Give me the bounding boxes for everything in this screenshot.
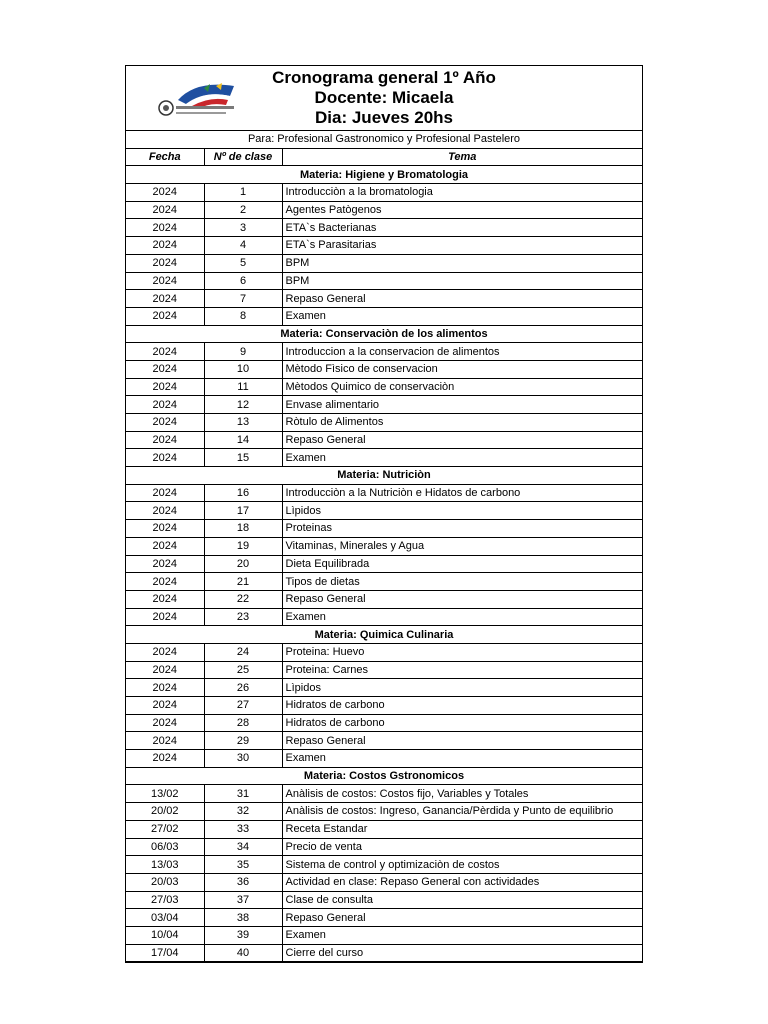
fecha-cell: 2024 [126, 714, 204, 732]
tema-cell: Lìpidos [282, 502, 642, 520]
class-row [126, 414, 642, 432]
fecha-cell: 2024 [126, 643, 204, 661]
tema-cell: Receta Estandar [282, 820, 642, 838]
fecha-cell: 2024 [126, 431, 204, 449]
fecha-cell: 27/03 [126, 891, 204, 909]
tema-cell: Hidratos de carbono [282, 714, 642, 732]
class-row [126, 803, 642, 821]
class-row [126, 838, 642, 856]
class-row [126, 714, 642, 732]
fecha-cell: 03/04 [126, 909, 204, 927]
materia-row [126, 767, 642, 785]
fecha-cell: 2024 [126, 608, 204, 626]
fecha-cell: 2024 [126, 555, 204, 573]
tema-cell: Agentes Patògenos [282, 201, 642, 219]
class-row [126, 732, 642, 750]
class-row [126, 944, 642, 962]
fecha-cell: 2024 [126, 290, 204, 308]
materia-row [126, 166, 642, 184]
class-number-cell: 40 [204, 944, 282, 962]
tema-cell: Repaso General [282, 290, 642, 308]
tema-cell: BPM [282, 272, 642, 290]
class-number-cell: 1 [204, 184, 282, 202]
class-row [126, 661, 642, 679]
class-number-cell: 7 [204, 290, 282, 308]
tema-cell: Vitaminas, Minerales y Agua [282, 537, 642, 555]
class-row [126, 643, 642, 661]
tema-cell: Precio de venta [282, 838, 642, 856]
class-number-cell: 29 [204, 732, 282, 750]
class-number-cell: 5 [204, 254, 282, 272]
tema-cell: Examen [282, 449, 642, 467]
fecha-cell: 2024 [126, 573, 204, 591]
schedule-sheet [125, 65, 643, 963]
class-row [126, 856, 642, 874]
class-number-cell: 8 [204, 307, 282, 325]
fecha-cell: 2024 [126, 414, 204, 432]
tema-cell: ETA`s Bacterianas [282, 219, 642, 237]
class-row [126, 237, 642, 255]
class-row [126, 573, 642, 591]
fecha-cell: 2024 [126, 484, 204, 502]
tema-cell: Dieta Equilibrada [282, 555, 642, 573]
class-row [126, 484, 642, 502]
tema-cell: Examen [282, 750, 642, 768]
tema-cell: Mètodos Quimico de conservaciòn [282, 378, 642, 396]
fecha-cell: 2024 [126, 520, 204, 538]
class-number-cell: 21 [204, 573, 282, 591]
fecha-cell: 20/02 [126, 803, 204, 821]
fecha-cell: 2024 [126, 254, 204, 272]
tema-cell: Anàlisis de costos: Ingreso, Ganancia/Pèrdida y Punto de equilibrio [282, 803, 642, 821]
class-number-cell: 36 [204, 873, 282, 891]
fecha-cell: 2024 [126, 661, 204, 679]
class-row [126, 343, 642, 361]
class-number-cell: 13 [204, 414, 282, 432]
class-row [126, 926, 642, 944]
class-row [126, 537, 642, 555]
fecha-cell: 2024 [126, 732, 204, 750]
class-number-cell: 39 [204, 926, 282, 944]
tema-cell: Examen [282, 608, 642, 626]
class-number-cell: 23 [204, 608, 282, 626]
tema-cell: Repaso General [282, 909, 642, 927]
fecha-cell: 2024 [126, 201, 204, 219]
fecha-cell: 2024 [126, 343, 204, 361]
class-row [126, 820, 642, 838]
materia-title: Materia: Conservaciòn de los alimentos [126, 325, 642, 343]
class-number-cell: 20 [204, 555, 282, 573]
fecha-cell: 2024 [126, 679, 204, 697]
fecha-cell: 2024 [126, 237, 204, 255]
class-number-cell: 26 [204, 679, 282, 697]
tema-cell: Actividad en clase: Repaso General con actividades [282, 873, 642, 891]
materia-row [126, 626, 642, 644]
class-number-cell: 32 [204, 803, 282, 821]
fecha-cell: 10/04 [126, 926, 204, 944]
class-row [126, 290, 642, 308]
materia-title: Materia: Nutriciòn [126, 467, 642, 485]
class-number-cell: 15 [204, 449, 282, 467]
tema-cell: Sistema de control y optimizaciòn de costos [282, 856, 642, 874]
tema-cell: Examen [282, 926, 642, 944]
fecha-cell: 2024 [126, 502, 204, 520]
tema-cell: Proteinas [282, 520, 642, 538]
class-row [126, 873, 642, 891]
tema-cell: Anàlisis de costos: Costos fijo, Variables y Totales [282, 785, 642, 803]
class-number-cell: 16 [204, 484, 282, 502]
fecha-cell: 27/02 [126, 820, 204, 838]
tema-cell: Repaso General [282, 732, 642, 750]
fecha-cell: 2024 [126, 449, 204, 467]
class-row [126, 590, 642, 608]
class-number-cell: 30 [204, 750, 282, 768]
class-row [126, 272, 642, 290]
class-number-cell: 19 [204, 537, 282, 555]
fecha-cell: 2024 [126, 590, 204, 608]
fecha-cell: 2024 [126, 378, 204, 396]
tema-cell: Proteina: Huevo [282, 643, 642, 661]
materia-row [126, 467, 642, 485]
class-number-cell: 12 [204, 396, 282, 414]
tema-cell: Cierre del curso [282, 944, 642, 962]
class-row [126, 679, 642, 697]
fecha-cell: 2024 [126, 396, 204, 414]
column-header-tema: Tema [282, 148, 642, 166]
class-number-cell: 9 [204, 343, 282, 361]
day-line: Dia: Jueves 20hs [315, 108, 453, 127]
class-row [126, 360, 642, 378]
fecha-cell: 06/03 [126, 838, 204, 856]
fecha-cell: 2024 [126, 697, 204, 715]
class-number-cell: 10 [204, 360, 282, 378]
class-row [126, 449, 642, 467]
tema-cell: Introducciòn a la bromatologia [282, 184, 642, 202]
tema-cell: Introduccion a la conservacion de alimentos [282, 343, 642, 361]
schedule-title: Cronograma general 1º Año [272, 68, 496, 87]
tema-cell: Mètodo Fìsico de conservacion [282, 360, 642, 378]
class-number-cell: 38 [204, 909, 282, 927]
class-row [126, 378, 642, 396]
fecha-cell: 13/02 [126, 785, 204, 803]
class-row [126, 431, 642, 449]
tema-cell: Lìpidos [282, 679, 642, 697]
fecha-cell: 2024 [126, 219, 204, 237]
class-number-cell: 6 [204, 272, 282, 290]
class-number-cell: 37 [204, 891, 282, 909]
class-row [126, 201, 642, 219]
class-number-cell: 14 [204, 431, 282, 449]
class-row [126, 219, 642, 237]
column-header-row [126, 148, 642, 166]
class-row [126, 891, 642, 909]
fecha-cell: 2024 [126, 537, 204, 555]
tema-cell: Repaso General [282, 431, 642, 449]
fecha-cell: 2024 [126, 750, 204, 768]
tema-cell: Ròtulo de Alimentos [282, 414, 642, 432]
schedule-table [126, 131, 642, 962]
tema-cell: Repaso General [282, 590, 642, 608]
tema-cell: Proteina: Carnes [282, 661, 642, 679]
tema-cell: Hidratos de carbono [282, 697, 642, 715]
class-number-cell: 17 [204, 502, 282, 520]
audience-text: Para: Profesional Gastronomico y Profesional Pastelero [126, 131, 642, 148]
class-row [126, 555, 642, 573]
class-number-cell: 28 [204, 714, 282, 732]
materia-row [126, 325, 642, 343]
class-row [126, 909, 642, 927]
class-number-cell: 34 [204, 838, 282, 856]
class-row [126, 502, 642, 520]
class-number-cell: 3 [204, 219, 282, 237]
class-number-cell: 33 [204, 820, 282, 838]
class-number-cell: 11 [204, 378, 282, 396]
fecha-cell: 2024 [126, 360, 204, 378]
class-number-cell: 22 [204, 590, 282, 608]
class-row [126, 608, 642, 626]
class-number-cell: 4 [204, 237, 282, 255]
class-number-cell: 35 [204, 856, 282, 874]
fecha-cell: 13/03 [126, 856, 204, 874]
audience-row [126, 131, 642, 148]
class-number-cell: 25 [204, 661, 282, 679]
tema-cell: Examen [282, 307, 642, 325]
fecha-cell: 2024 [126, 272, 204, 290]
materia-title: Materia: Higiene y Bromatologia [126, 166, 642, 184]
class-row [126, 307, 642, 325]
class-number-cell: 2 [204, 201, 282, 219]
tema-cell: Envase alimentario [282, 396, 642, 414]
column-header-clase: Nº de clase [204, 148, 282, 166]
materia-title: Materia: Quimica Culinaria [126, 626, 642, 644]
class-row [126, 750, 642, 768]
class-number-cell: 24 [204, 643, 282, 661]
class-row [126, 785, 642, 803]
tema-cell: BPM [282, 254, 642, 272]
tema-cell: ETA`s Parasitarias [282, 237, 642, 255]
fecha-cell: 2024 [126, 307, 204, 325]
class-number-cell: 31 [204, 785, 282, 803]
fecha-cell: 2024 [126, 184, 204, 202]
fecha-cell: 17/04 [126, 944, 204, 962]
class-row [126, 697, 642, 715]
tema-cell: Introducciòn a la Nutriciòn e Hidatos de carbono [282, 484, 642, 502]
column-header-fecha: Fecha [126, 148, 204, 166]
class-row [126, 184, 642, 202]
class-number-cell: 18 [204, 520, 282, 538]
schedule-header [126, 66, 642, 131]
fecha-cell: 20/03 [126, 873, 204, 891]
class-row [126, 520, 642, 538]
class-number-cell: 27 [204, 697, 282, 715]
class-row [126, 254, 642, 272]
tema-cell: Clase de consulta [282, 891, 642, 909]
class-row [126, 396, 642, 414]
teacher-line: Docente: Micaela [314, 88, 454, 107]
materia-title: Materia: Costos Gstronomicos [126, 767, 642, 785]
tema-cell: Tipos de dietas [282, 573, 642, 591]
